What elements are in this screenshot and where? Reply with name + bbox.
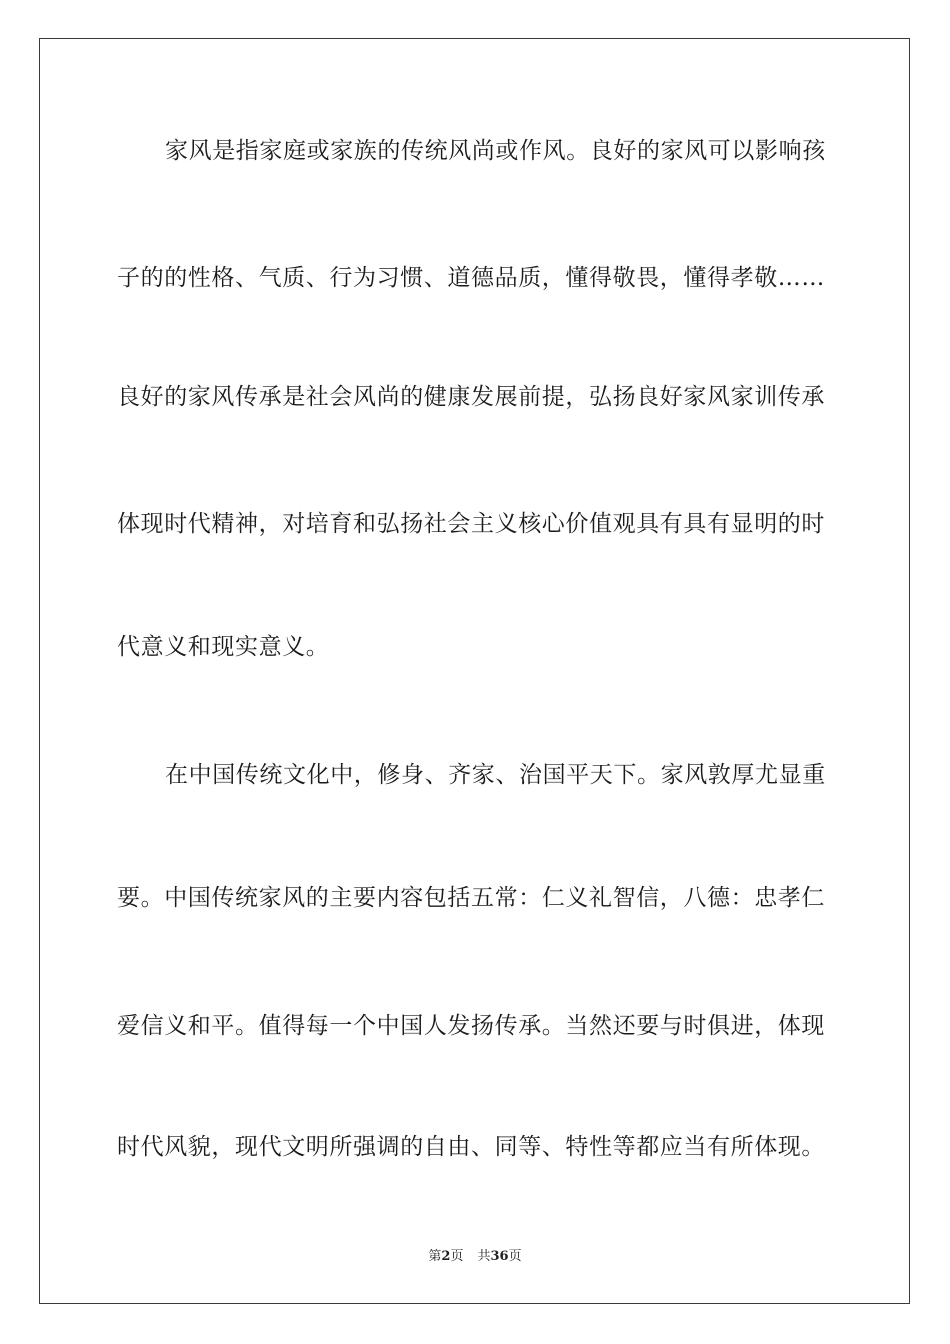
paragraph-1-line-3: 良好的家风传承是社会风尚的健康发展前提，弘扬良好家风家训传承 (117, 384, 825, 410)
paragraph-1-line-1: 家风是指家庭或家族的传统风尚或作风。良好的家风可以影响孩 (165, 138, 826, 164)
paragraph-1-line-4: 体现时代精神，对培育和弘扬社会主义核心价值观具有具有显明的时 (117, 511, 825, 537)
total-suffix: 页 (508, 1249, 522, 1264)
page-border (39, 38, 910, 1304)
page-prefix: 第 (428, 1249, 442, 1264)
paragraph-1-line-5: 代意义和现实意义。 (117, 634, 330, 660)
page-footer (0, 1248, 950, 1266)
total-prefix: 共 (477, 1249, 491, 1264)
paragraph-2-line-2: 要。中国传统家风的主要内容包括五常：仁义礼智信，八德：忠孝仁 (117, 885, 825, 911)
paragraph-2-line-4: 时代风貌，现代文明所强调的自由、同等、特性等都应当有所体现。 (117, 1134, 825, 1160)
paragraph-1-line-2: 子的的性格、气质、行为习惯、道德品质，懂得敬畏，懂得孝敬…… (117, 265, 825, 291)
total-pages: 36 (490, 1249, 509, 1264)
paragraph-2-line-3: 爱信义和平。值得每一个中国人发扬传承。当然还要与时俱进，体现 (117, 1013, 825, 1039)
page-suffix: 页 (450, 1249, 464, 1264)
paragraph-2-line-1: 在中国传统文化中，修身、齐家、治国平天下。家风敦厚尤显重 (165, 762, 826, 788)
page-number: 2 (441, 1249, 451, 1264)
